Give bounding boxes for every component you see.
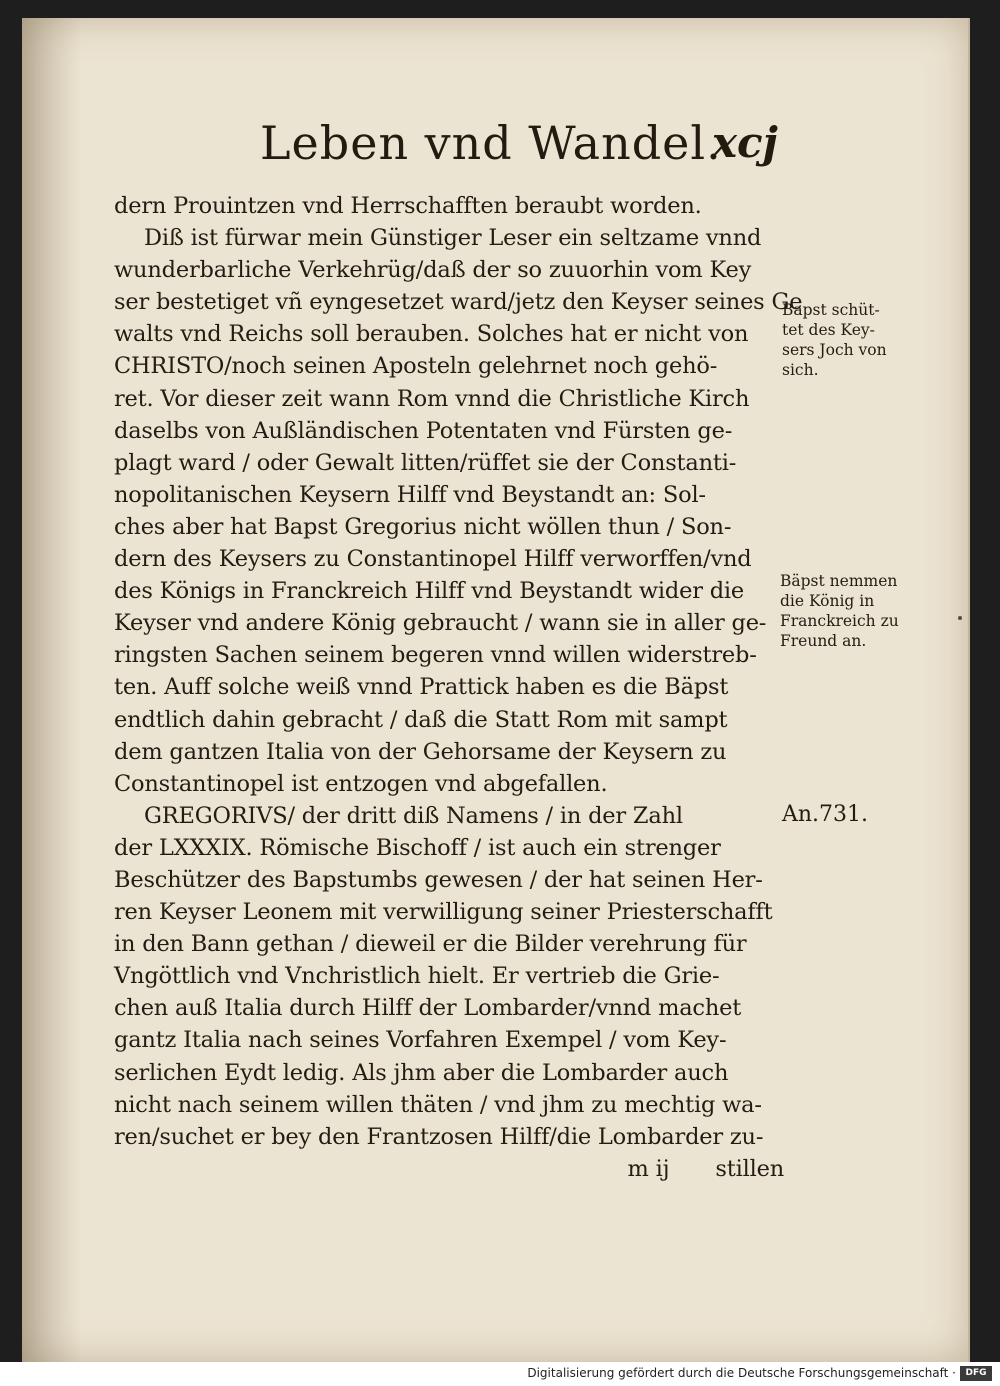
marginal-note-bapst-schuttet [782,300,887,380]
text-line: in den Bann gethan / dieweil er die Bilder verehrung für [114,931,747,958]
text-line: Beschützer des Bapstumbs gewesen / der hat seinen Her- [114,866,763,893]
book-page [22,18,970,1362]
marginal-note-line: die König in [780,592,875,610]
text-line: dern des Keysers zu Constantinopel Hilff verworffen/vnd [114,546,752,573]
text-line: walts vnd Reichs soll berauben. Solches hat er nicht von [114,321,749,348]
text-line: plagt ward / oder Gewalt litten/rüffet sie der Constanti- [114,449,737,476]
text-line: dern Prouintzen vnd Herrschafften beraubt worden. [114,193,702,219]
text-line: ches aber hat Bapst Gregorius nicht wöllen thun / Son- [114,513,732,540]
text-line: ringsten Sachen seinem begeren vnnd willen widerstreb- [114,642,757,669]
marginal-note-line: Bäpst nemmen [780,572,898,590]
ink-speck [958,616,962,620]
catchword: stillen [715,1155,784,1182]
page-header [260,116,780,186]
text-line: endtlich dahin gebracht / daß die Statt Rom mit sampt [114,706,728,733]
text-line: dem gantzen Italia von der Gehorsame der Keysern zu [114,738,727,765]
running-title: Leben vnd Wandel. [260,116,722,170]
marginal-note-line: Bapst schüt- [782,301,880,319]
text-line: ser bestetiget vñ eyngesetzet ward/jetz den Keyser seines Ge [114,289,803,316]
text-line: nopolitanischen Keysern Hilff vnd Beystandt an: Sol- [114,481,706,508]
marginal-note-line: tet des Key- [782,321,875,339]
text-line: ten. Auff solche weiß vnnd Prattick haben es die Bäpst [114,674,729,701]
text-line: Diß ist fürwar mein Günstiger Leser ein seltzame vnnd [144,225,762,252]
marginal-note-line: sers Joch von [782,341,887,359]
text-line: ren Keyser Leonem mit verwilligung seiner Priesterschafft [114,899,773,926]
marginal-note-year [782,802,868,828]
text-line: chen auß Italia durch Hilff der Lombarder/vnnd machet [114,995,742,1022]
page-gutter-shadow [22,18,82,1362]
marginal-note-line: Freund an. [780,632,867,650]
folio-number: xcj [712,118,778,167]
text-line: des Königs in Franckreich Hilff vnd Beystandt wider die [114,578,745,605]
text-line: der LXXXIX. Römische Bischoff / ist auch ein strenger [114,834,721,861]
marginal-note-line: An.731. [782,802,869,827]
marginal-note-line: sich. [782,361,819,379]
text-line: ren/suchet er bey den Frantzosen Hilff/die Lombarder zu- [114,1123,764,1150]
text-line: Constantinopel ist entzogen vnd abgefallen. [114,770,608,797]
funding-credit: Digitalisierung gefördert durch die Deutsche Forschungsgemeinschaft · [527,1366,956,1380]
text-line: GREGORIVS/ der dritt diß Namens / in der Zahl [144,802,683,829]
text-line: Keyser vnd andere König gebraucht / wann sie in aller ge- [114,610,767,637]
text-line: wunderbarliche Verkehrüg/daß der so zuuorhin vom Key [114,257,752,284]
text-line: nicht nach seinem willen thäten / vnd jhm zu mechtig wa- [114,1091,762,1118]
digitization-footer [0,1362,1000,1386]
signature-mark: m ij [627,1155,670,1182]
text-line: Vngöttlich vnd Vnchristlich hielt. Er vertrieb die Grie- [114,963,720,990]
marginal-note-bapst-nemmen [780,571,899,651]
text-line: ret. Vor dieser zeit wann Rom vnnd die Christliche Kirch [114,385,750,412]
text-line: gantz Italia nach seines Vorfahren Exempel / vom Key- [114,1027,727,1054]
page-footer-line [114,1153,784,1185]
text-line: serlichen Eydt ledig. Als jhm aber die Lombarder auch [114,1059,729,1086]
dfg-logo: DFG [960,1366,992,1381]
marginal-note-line: Franckreich zu [780,612,899,630]
text-line: CHRISTO/noch seinen Aposteln gelehrnet noch gehö- [114,353,718,380]
text-line: daselbs von Außländischen Potentaten vnd Fürsten ge- [114,417,733,444]
